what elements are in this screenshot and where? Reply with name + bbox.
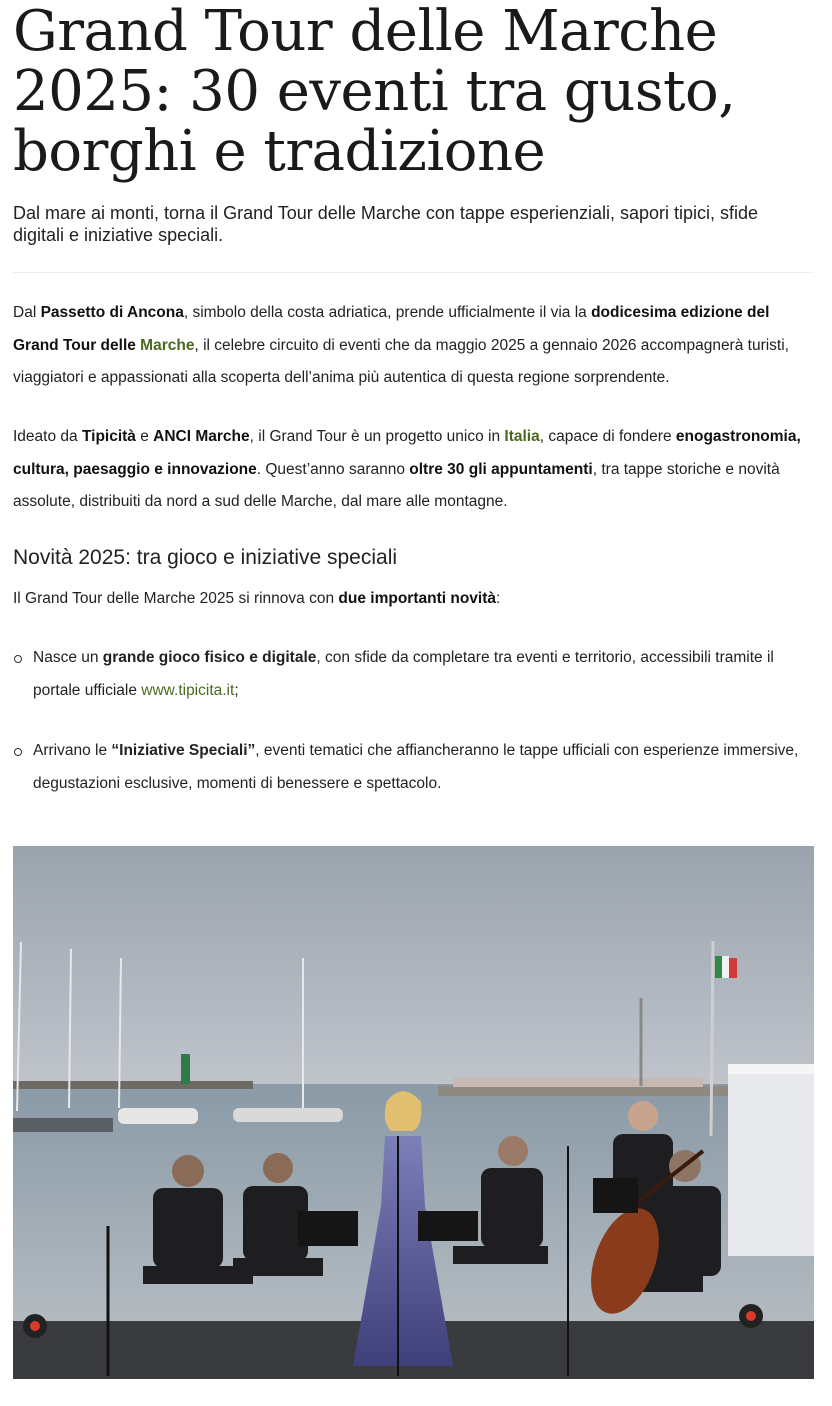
article-subtitle: Dal mare ai monti, torna il Grand Tour delle Marche con tappe esperienziali, sapori tipici, sfide digitali e iniziative speciali. [13, 203, 759, 245]
paragraph-ideato [13, 421, 814, 519]
text: , il Grand Tour è un progetto unico in [249, 428, 505, 445]
text: Ideato da [13, 428, 82, 445]
paragraph-intro [13, 297, 814, 395]
text: Dal [13, 304, 41, 321]
list-item [13, 642, 814, 707]
link-italia[interactable]: Italia [504, 428, 540, 445]
text: , con sfide da completare tra eventi e territorio, accessibili tramite il portale ufficiale [33, 649, 774, 699]
list-item [13, 735, 814, 800]
bold-text: ANCI Marche [153, 428, 250, 445]
text: Il Grand Tour delle Marche 2025 si rinnova con [13, 590, 339, 607]
harbor-concert-image [13, 846, 814, 1379]
divider [13, 272, 814, 273]
bold-text: “Iniziative Speciali” [111, 742, 256, 759]
text: , eventi tematici che affiancheranno le tappe ufficiali con esperienze immersive, degustazioni esclusive, momenti di benessere e spettacolo. [33, 742, 799, 792]
bold-text: Tipicità [81, 428, 136, 445]
text: Arrivano le [33, 742, 112, 759]
bold-text: enogastronomia, cultura, paesaggio e innovazione [13, 428, 801, 478]
bullet-icon [14, 655, 22, 663]
article-title: Grand Tour delle Marche 2025: 30 eventi tra gusto, borghi e tradizione [13, 0, 736, 184]
text: Nasce un [33, 649, 103, 666]
bold-text: due importanti novità [338, 590, 496, 607]
bullet-icon [14, 748, 22, 756]
text: e [135, 428, 154, 445]
text: ; [234, 681, 239, 699]
bold-text: Passetto di Ancona [40, 304, 184, 321]
novita-list [13, 642, 814, 828]
bold-text: grande gioco fisico e digitale [102, 649, 317, 666]
section-heading: Novità 2025: tra gioco e iniziative speciali [13, 546, 398, 569]
link-tipicita[interactable]: www.tipicita.it [141, 681, 235, 699]
link-marche[interactable]: Marche [140, 336, 195, 354]
text: . Quest’anno saranno [256, 460, 410, 478]
text: : [496, 590, 501, 607]
text: , capace di fondere [539, 428, 676, 445]
concert-photo [13, 846, 814, 1379]
text: dodicesima edizione del Grand Tour delle [13, 304, 770, 354]
paragraph-novita [13, 583, 814, 616]
text: , tra tappe storiche e novità assolute, distribuiti da nord a sud delle Marche, dal mare alle montagne. [13, 460, 780, 510]
text: , il celebre circuito di eventi che da maggio 2025 a gennaio 2026 accompagnerà turisti, viaggiatori e appassionati alla scoperta dell’anima più autentica di questa regione sorprendente. [13, 336, 789, 386]
bold-text: oltre 30 gli appuntamenti [409, 460, 593, 478]
text: , simbolo della costa adriatica, prende ufficialmente il via la [183, 304, 592, 321]
